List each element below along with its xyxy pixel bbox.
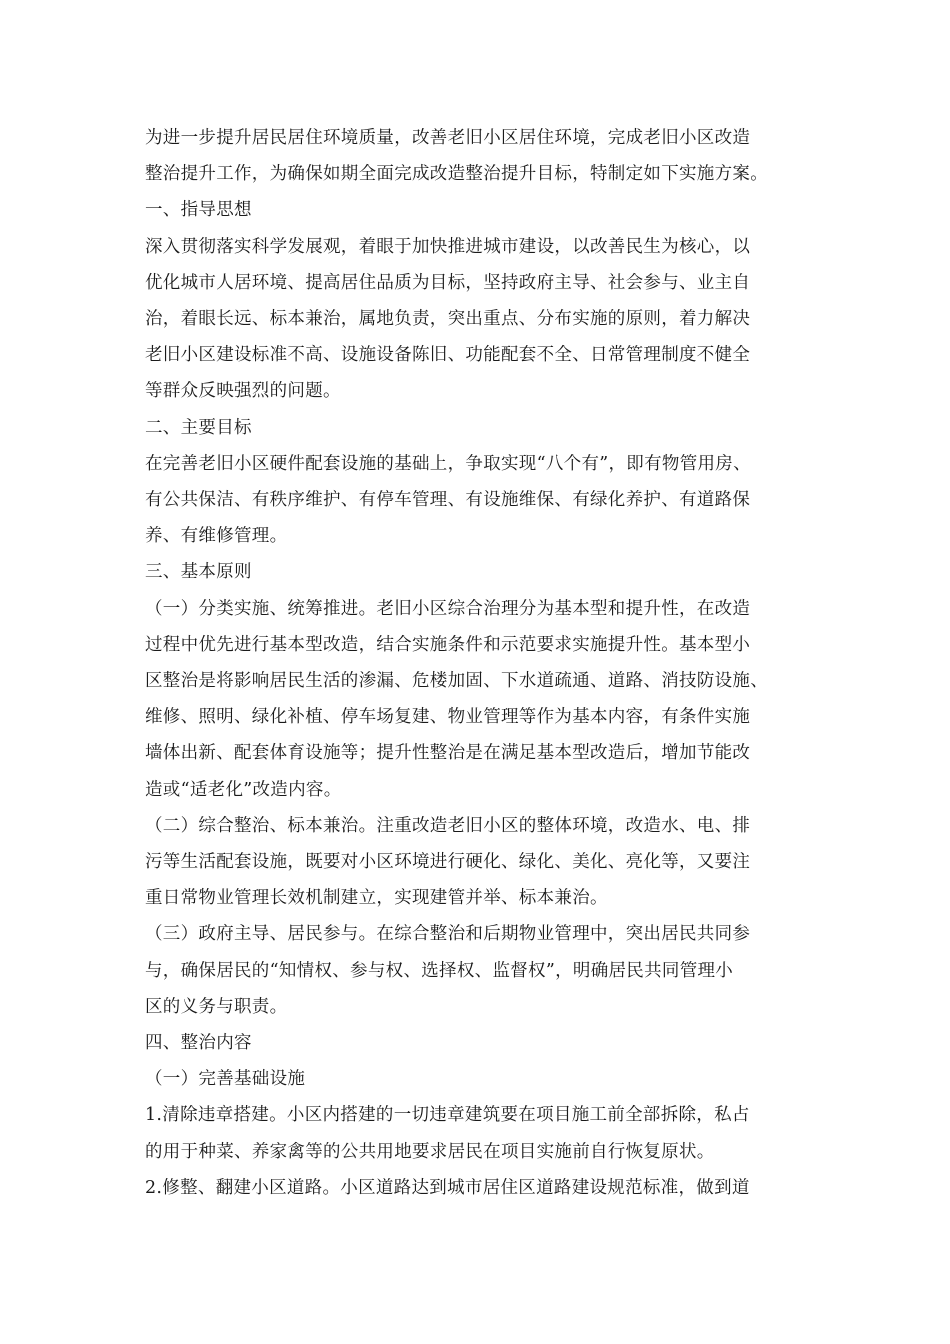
section-heading: 一、指导思想 <box>145 200 252 221</box>
text-line: 有公共保洁、有秩序维护、有停车管理、有设施维保、有绿化养护、有道路保 <box>145 490 751 511</box>
section-heading: 四、整治内容 <box>145 1033 252 1054</box>
text-line: 与，确保居民的“知情权、参与权、选择权、监督权”，明确居民共同管理小 <box>145 960 734 981</box>
text-line: 的用于种菜、养家禽等的公共用地要求居民在项目实施前自行恢复原状。 <box>145 1141 715 1162</box>
text-line: 维修、照明、绿化补植、停车场复建、物业管理等作为基本内容，有条件实施 <box>145 707 751 728</box>
text-line: 区的义务与职责。 <box>145 996 288 1017</box>
text-line: （三）政府主导、居民参与。在综合整治和后期物业管理中，突出居民共同参 <box>145 924 751 945</box>
text-line: 污等生活配套设施，既要对小区环境进行硬化、绿化、美化、亮化等，又要注 <box>145 852 751 873</box>
text-line: 养、有维修管理。 <box>145 526 288 547</box>
document-body <box>145 120 815 1206</box>
text-line: 在完善老旧小区硬件配套设施的基础上，争取实现“八个有”，即有物管用房、 <box>145 453 751 474</box>
section-heading: 二、主要目标 <box>145 417 252 438</box>
text-line: 优化城市人居环境、提高居住品质为目标，坚持政府主导、社会参与、业主自 <box>145 272 751 293</box>
section-heading: 三、基本原则 <box>145 562 252 583</box>
text-line: 造或“适老化”改造内容。 <box>145 779 342 800</box>
text-line: （一）分类实施、统筹推进。老旧小区综合治理分为基本型和提升性，在改造 <box>145 598 751 619</box>
text-line: 1.清除违章搭建。小区内搭建的一切违章建筑要在项目施工前全部拆除，私占 <box>145 1105 750 1126</box>
text-line: 重日常物业管理长效机制建立，实现建管并举、标本兼治。 <box>145 888 608 909</box>
text-line: （二）综合整治、标本兼治。注重改造老旧小区的整体环境，改造水、电、排 <box>145 815 751 836</box>
text-line: 过程中优先进行基本型改造，结合实施条件和示范要求实施提升性。基本型小 <box>145 634 751 655</box>
text-line: 老旧小区建设标准不高、设施设备陈旧、功能配套不全、日常管理制度不健全 <box>145 345 751 366</box>
text-line: 2.修整、翻建小区道路。小区道路达到城市居住区道路建设规范标准，做到道 <box>145 1177 750 1198</box>
subsection-heading: （一）完善基础设施 <box>145 1069 306 1090</box>
text-line: 整治提升工作，为确保如期全面完成改造整治提升目标，特制定如下实施方案。 <box>145 164 768 185</box>
text-line: 区整治是将影响居民生活的渗漏、危楼加固、下水道疏通、道路、消技防设施、 <box>145 671 768 692</box>
text-line: 深入贯彻落实科学发展观，着眼于加快推进城市建设，以改善民生为核心，以 <box>145 236 751 257</box>
text-line: 等群众反映强烈的问题。 <box>145 381 341 402</box>
text-line: 为进一步提升居民居住环境质量，改善老旧小区居住环境，完成老旧小区改造 <box>145 128 751 148</box>
text-line: 墙体出新、配套体育设施等；提升性整治是在满足基本型改造后，增加节能改 <box>145 743 751 764</box>
text-line: 治，着眼长远、标本兼治，属地负责，突出重点、分布实施的原则，着力解决 <box>145 309 751 330</box>
